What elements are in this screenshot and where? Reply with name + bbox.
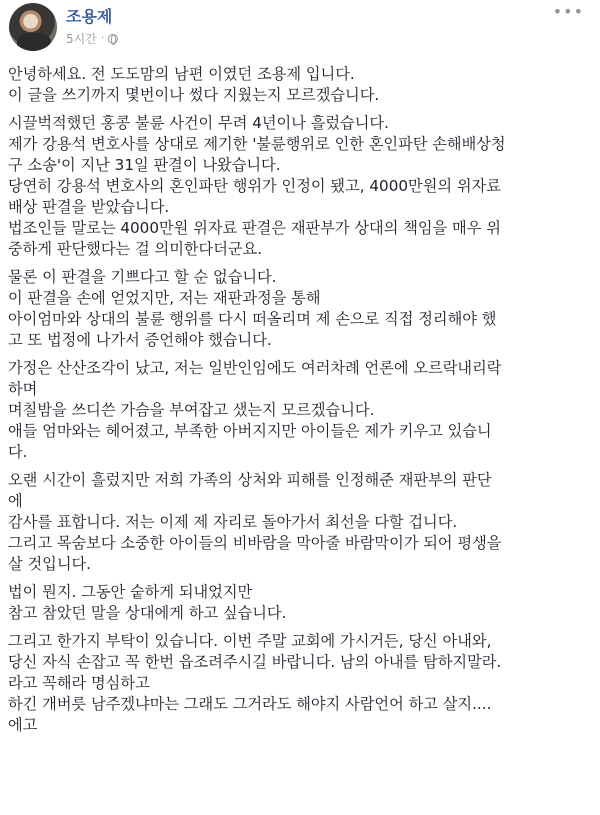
text-line: 법이 뭔지. 그동안 숱하게 되내었지만 — [8, 583, 253, 601]
paragraph-5 — [8, 470, 594, 575]
text-line: 이 글을 쓰기까지 몇번이나 썼다 지웠는지 모르겠습니다. — [8, 86, 380, 104]
more-options-icon[interactable]: ••• — [552, 2, 584, 21]
post-meta — [66, 30, 118, 47]
paragraph-4 — [8, 358, 594, 463]
text-line: 이 판결을 손에 얻었지만, 저는 재판과정을 통해 — [8, 289, 321, 307]
text-line: 가정은 산산조각이 났고, 저는 일반인임에도 여러차례 언론에 오르락내리락 — [8, 359, 502, 377]
paragraph-6 — [8, 582, 594, 624]
paragraph-7 — [8, 631, 594, 736]
post-header — [0, 0, 600, 60]
text-line: 아이엄마와 상대의 불륜 행위를 다시 떠올리며 제 손으로 직접 정리해야 했 — [8, 310, 497, 328]
globe-icon[interactable] — [108, 34, 118, 44]
paragraph-1 — [8, 64, 594, 106]
text-line: 다. — [8, 443, 28, 461]
paragraph-3 — [8, 267, 594, 351]
text-line: 하며 — [8, 380, 38, 398]
text-line: 며칠밤을 쓰디쓴 가슴을 부여잡고 샜는지 모르겠습니다. — [8, 401, 375, 419]
text-line: 당신 자식 손잡고 꼭 한번 읍조려주시길 바랍니다. 남의 아내를 탐하지말라. — [8, 653, 502, 671]
text-line: 고 또 법정에 나가서 증언해야 했습니다. — [8, 331, 272, 349]
text-line: 그리고 한가지 부탁이 있습니다. 이번 주말 교회에 가시거든, 당신 아내와, — [8, 632, 492, 650]
text-line: 구 소송'이 지난 31일 판결이 나왔습니다. — [8, 156, 281, 174]
author-name[interactable]: 조용제 — [66, 7, 113, 26]
text-line: 안녕하세요. 전 도도맘의 남편 이였던 조용제 입니다. — [8, 65, 355, 83]
text-line: 라고 꼭해라 명심하고 — [8, 674, 150, 692]
author-avatar[interactable] — [9, 3, 57, 51]
text-line: 당연히 강용석 변호사의 혼인파탄 행위가 인정이 됐고, 4000만원의 위자료 — [8, 177, 501, 195]
post-timestamp[interactable]: 5시간 — [66, 32, 97, 46]
text-line: 물론 이 판결을 기쁘다고 할 순 없습니다. — [8, 268, 277, 286]
post-body — [8, 64, 594, 743]
text-line: 살 것입니다. — [8, 555, 92, 573]
text-line: 애들 엄마와는 헤어졌고, 부족한 아버지지만 아이들은 제가 키우고 있습니 — [8, 422, 492, 440]
text-line: 에고 — [8, 716, 38, 734]
text-line: 오랜 시간이 흘렀지만 저희 가족의 상처와 피해를 인정해준 재판부의 판단 — [8, 471, 492, 489]
text-line: 감사를 표합니다. 저는 이제 제 자리로 돌아가서 최선을 다할 겁니다. — [8, 513, 458, 531]
text-line: 참고 참았던 말을 상대에게 하고 싶습니다. — [8, 604, 287, 622]
meta-separator: · — [100, 33, 105, 44]
text-line: 제가 강용석 변호사를 상대로 제기한 '불륜행위로 인한 혼인파탄 손해배상청 — [8, 135, 506, 153]
text-line: 법조인들 말로는 4000만원 위자료 판결은 재판부가 상대의 책임을 매우 위 — [8, 219, 501, 237]
text-line: 배상 판결을 받았습니다. — [8, 198, 170, 216]
text-line: 중하게 판단했다는 걸 의미한다더군요. — [8, 240, 263, 258]
text-line: 하긴 개버릇 남주겠냐마는 그래도 그거라도 해야지 사람언어 하고 살지.... — [8, 695, 492, 713]
paragraph-2 — [8, 113, 594, 260]
text-line: 그리고 목숨보다 소중한 아이들의 비바람을 막아줄 바람막이가 되어 평생을 — [8, 534, 502, 552]
text-line: 에 — [8, 492, 23, 510]
text-line: 시끌벅적했던 홍콩 불륜 사건이 무려 4년이나 흘렀습니다. — [8, 114, 389, 132]
